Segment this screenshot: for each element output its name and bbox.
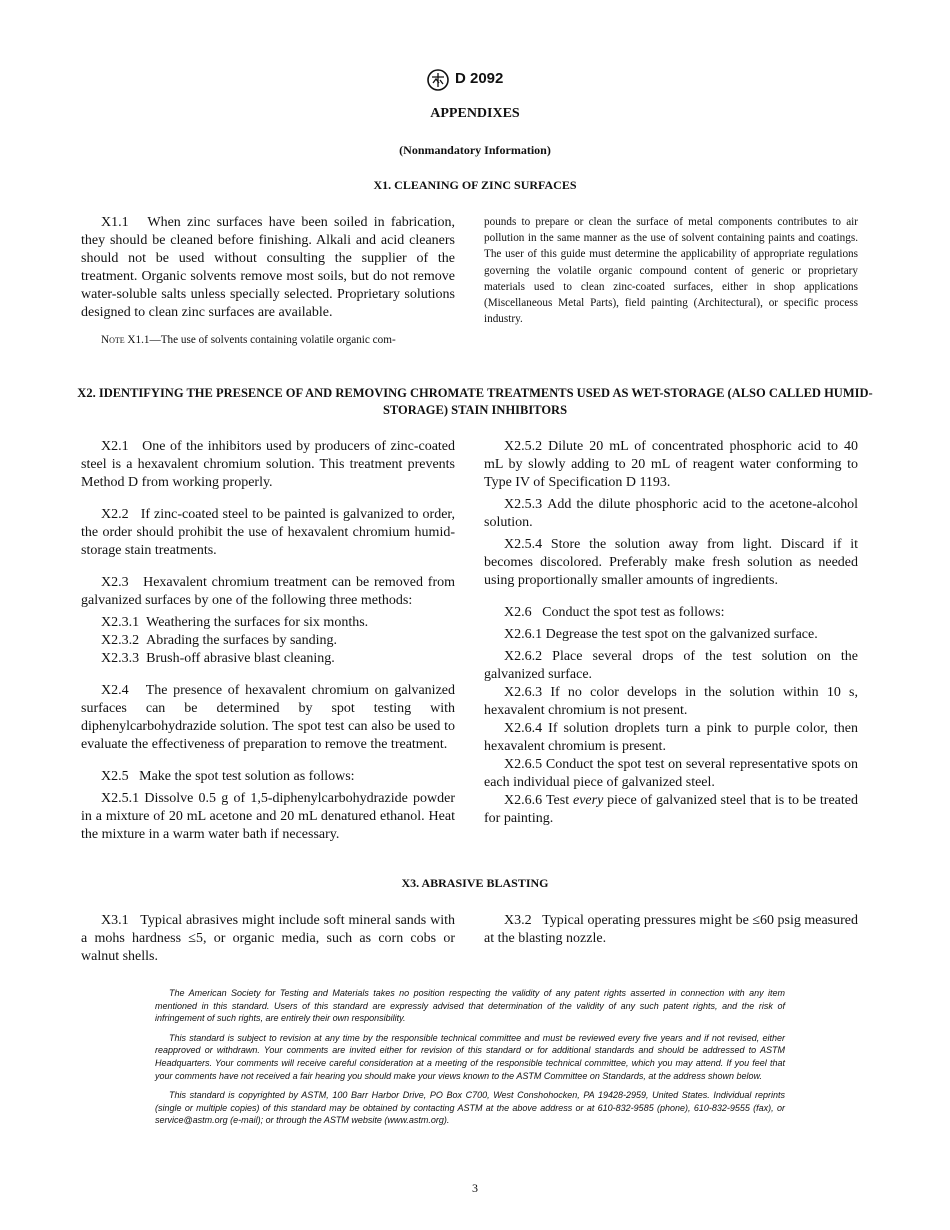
x1-1-label: X1.1 bbox=[101, 215, 129, 230]
note-text-right: pounds to prepare or clean the surface of metal components contributes to air pollution in the same manner as the use of solvent containing paints and coatings. The user of this guide must determine the applicability of appropriate regulations governing the volatile organic compound content of generic or proprietary materials used to clean zinc-coated surfaces, either in shop applications (Miscellaneous Metal Parts), field painting (Architectural), or specific process industry. bbox=[484, 216, 858, 326]
x2-5-4-paragraph: X2.5.4 Store the solution away from light. Discard if it becomes discolored. Preferably make fresh solution as needed using proportionally smaller amounts of ingredients. bbox=[484, 537, 859, 588]
appendixes-title: APPENDIXES bbox=[430, 106, 520, 121]
nonmandatory-subtitle: (Nonmandatory Information) bbox=[399, 143, 551, 157]
x2-5-1-paragraph: X2.5.1 Dissolve 0.5 g of 1,5-diphenylcarbohydrazide powder in a mixture of 20 mL acetone and 20 mL denatured ethanol. Heat the mixture in a warm water bath if necessary. bbox=[81, 791, 455, 842]
note-label: Note X1.1 bbox=[101, 334, 150, 346]
x2-6-4-paragraph: X2.6.4 If solution droplets turn a pink to purple color, then hexavalent chromium is present. bbox=[484, 721, 859, 754]
x2-2-paragraph: X2.2 If zinc-coated steel to be painted is galvanized to order, the order should prohibit the use of hexavalent chromium humid-storage stain treatments. bbox=[81, 507, 456, 558]
x2-3-paragraph: X2.3 Hexavalent chromium treatment can be removed from galvanized surfaces by one of the following three methods: bbox=[81, 575, 455, 608]
note-x1-1 bbox=[81, 332, 455, 348]
x2-5-3-paragraph: X2.5.3 Add the dilute phosphoric acid to the acetone-alcohol solution. bbox=[484, 497, 858, 530]
footer-copyright-paragraph: This standard is copyrighted by ASTM, 100 Barr Harbor Drive, PO Box C700, West Conshohocken, PA 19428-2959, United States. Individual reprints (single or multiple copies) of this standard may be obtained by contacting ASTM at the above address or at 610-832-9585 (phone), 610-832-9555 (fax), or service@astm.org (e-mail); or through the ASTM website (www.astm.org). bbox=[155, 1090, 785, 1126]
standard-id: D 2092 bbox=[455, 70, 504, 87]
x2-5-2-paragraph: X2.5.2 Dilute 20 mL of concentrated phosphoric acid to 40 mL by slowly adding to 20 mL of reagent water conforming to Type IV of Specification D 1193. bbox=[484, 439, 859, 490]
x1-1-paragraph bbox=[81, 214, 455, 322]
note-text-left: —The use of solvents containing volatile organic com- bbox=[149, 334, 396, 346]
x2-6-6-paragraph: X2.6.6 Test every piece of galvanized steel that is to be treated for painting. bbox=[484, 793, 858, 826]
x2-6-5-paragraph: X2.6.5 Conduct the spot test on several representative spots on each individual piece of galvanized steel. bbox=[484, 757, 858, 790]
x2-3-1-paragraph: X2.3.1 Weathering the surfaces for six months. bbox=[101, 615, 369, 630]
x3-heading: X3. ABRASIVE BLASTING bbox=[401, 876, 549, 890]
x2-5-paragraph: X2.5 Make the spot test solution as follows: bbox=[101, 769, 355, 784]
x2-6-2-paragraph: X2.6.2 Place several drops of the test solution on the galvanized surface. bbox=[484, 649, 859, 682]
x2-right-column bbox=[484, 438, 858, 828]
x2-6-1-paragraph: X2.6.1 Degrease the test spot on the galvanized surface. bbox=[504, 627, 818, 642]
x2-1-paragraph: X2.1 One of the inhibitors used by producers of zinc-coated steel is a hexavalent chromium solution. This treatment prevents Method D from working properly. bbox=[81, 439, 456, 490]
x2-4-paragraph: X2.4 The presence of hexavalent chromium on galvanized surfaces can be determined by spot testing with diphenylcarbohydrazide solution. The spot test can also be used to evaluate the effectiveness of preparation to remove the treatment. bbox=[81, 683, 455, 752]
x2-left-column bbox=[81, 438, 455, 844]
legal-footer bbox=[155, 987, 785, 1134]
astm-logo-icon bbox=[427, 69, 449, 91]
x1-heading: X1. CLEANING OF ZINC SURFACES bbox=[373, 178, 577, 192]
x2-heading: X2. IDENTIFYING THE PRESENCE OF AND REMOVING CHROMATE TREATMENTS USED AS WET-STORAGE (ALSO CALLED HUMID-STORAGE) STAIN INHIBITORS bbox=[77, 386, 873, 417]
every-emphasis: every bbox=[572, 793, 604, 808]
x3-2-paragraph: X3.2 Typical operating pressures might be ≤60 psig measured at the blasting nozzle. bbox=[484, 913, 859, 946]
x1-left-column bbox=[81, 214, 455, 348]
x2-3-2-paragraph: X2.3.2 Abrading the surfaces by sanding. bbox=[101, 633, 338, 648]
x2-3-3-paragraph: X2.3.3 Brush-off abrasive blast cleaning. bbox=[101, 651, 335, 666]
x2-6-3-paragraph: X2.6.3 If no color develops in the solution within 10 s, hexavalent chromium is not present. bbox=[484, 685, 858, 718]
footer-patent-paragraph: The American Society for Testing and Materials takes no position respecting the validity of any patent rights asserted in connection with any item mentioned in this standard. Users of this standard are expressly advised that determination of the validity of any such patent rights, and the risk of infringement of such rights, are entirely their own responsibility. bbox=[155, 988, 785, 1024]
x1-1-text: When zinc surfaces have been soiled in fabrication, they should be cleaned before finishing. Alkali and acid cleaners should not be used without consulting the supplier of the treatment. Organic solvents remove most soils, but do not remove water-soluble salts unless specially selected. Proprietary solutions designed to clean zinc surfaces are available. bbox=[81, 215, 455, 320]
x3-right-column bbox=[484, 912, 858, 948]
x2-6-paragraph: X2.6 Conduct the spot test as follows: bbox=[504, 605, 725, 620]
x1-right-column bbox=[484, 214, 858, 327]
footer-revision-paragraph: This standard is subject to revision at any time by the responsible technical committee and must be reviewed every five years and if not revised, either reapproved or withdrawn. Your comments are invited either for revision of this standard or for additional standards and should be addressed to ASTM Headquarters. Your comments will receive careful consideration at a meeting of the responsible technical committee, which you may attend. If you feel that your comments have not received a fair hearing you should make your views known to the ASTM Committee on Standards, at the address shown below. bbox=[155, 1032, 785, 1081]
page-number: 3 bbox=[472, 1181, 478, 1195]
x3-left-column bbox=[81, 912, 455, 966]
x3-1-paragraph: X3.1 Typical abrasives might include soft mineral sands with a mohs hardness ≤5, or organic media, such as corn cobs or walnut shells. bbox=[81, 913, 456, 964]
